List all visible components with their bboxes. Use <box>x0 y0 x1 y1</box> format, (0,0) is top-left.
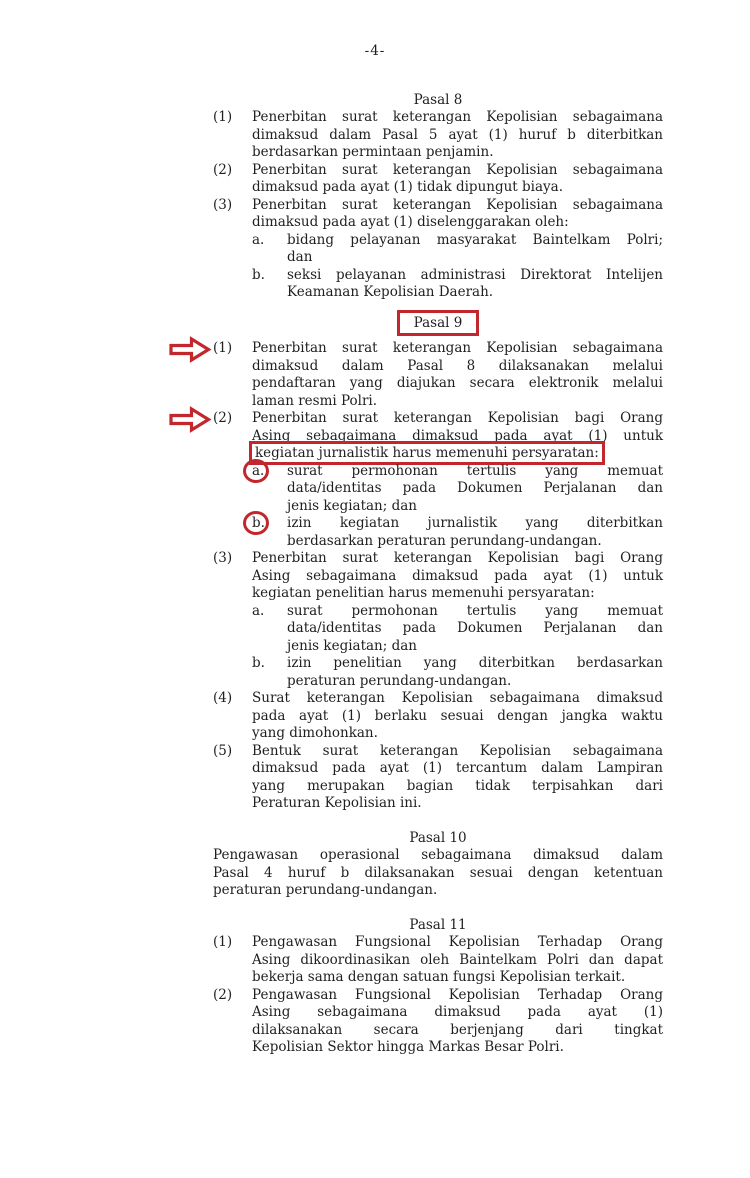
sub-line: bidang pelayanan masyarakat Baintelkam Polri; <box>287 231 663 248</box>
article-item <box>213 162 663 197</box>
article-item <box>213 550 663 690</box>
article-section <box>213 917 663 1057</box>
item-number: (5) <box>213 742 233 759</box>
item-line: laman resmi Polri. <box>252 392 378 409</box>
sub-letter: b. <box>252 655 265 671</box>
sub-text <box>287 655 663 690</box>
item-number: (3) <box>213 550 233 566</box>
article-item <box>213 743 663 813</box>
item-number: (1) <box>213 340 233 356</box>
article-item <box>213 410 663 550</box>
sub-letter: a. <box>252 231 265 248</box>
sub-line: peraturan perundang-undangan. <box>287 672 512 689</box>
article-item <box>213 987 663 1057</box>
item-line: Peraturan Kepolisian ini. <box>252 795 422 811</box>
item-line: dimaksud pada ayat (1) diselenggarakan oleh: <box>252 214 569 230</box>
item-text <box>252 410 663 550</box>
item-text <box>252 109 663 162</box>
section-title: Pasal 10 <box>409 829 467 846</box>
item-line: Penerbitan surat keterangan Kepolisian sebagaimana <box>252 196 663 213</box>
item-text <box>252 550 663 690</box>
article-paragraph <box>213 847 663 900</box>
sub-line: izin penelitian yang diterbitkan berdasarkan <box>287 655 663 671</box>
sub-letter: a. <box>252 602 265 619</box>
item-line: Penerbitan surat keterangan Kepolisian sebagaimana <box>252 340 663 356</box>
sub-line: jenis kegiatan; dan <box>287 497 417 514</box>
sub-line: Keamanan Kepolisian Daerah. <box>287 284 494 300</box>
section-title: Pasal 8 <box>413 91 463 108</box>
sub-item <box>252 603 663 656</box>
article-item <box>213 340 663 410</box>
sub-line: izin kegiatan jurnalistik yang diterbitkan <box>287 515 663 531</box>
item-text <box>252 743 663 813</box>
sub-line: dan <box>287 249 313 265</box>
sub-line: jenis kegiatan; dan <box>287 637 417 654</box>
article-item <box>213 690 663 743</box>
item-line <box>252 445 663 463</box>
article-item <box>213 109 663 162</box>
item-line: Kepolisian Sektor hingga Markas Besar Polri. <box>252 1039 564 1055</box>
item-line: bekerja sama dengan satuan fungsi Kepolisian terkait. <box>252 969 626 985</box>
article-section <box>213 315 663 813</box>
document-content <box>213 92 663 1057</box>
item-line: pada ayat (1) berlaku sesuai dengan jangka waktu <box>252 707 663 724</box>
item-line: Bentuk surat keterangan Kepolisian sebagaimana <box>252 742 663 759</box>
sub-letter: a. <box>252 463 287 516</box>
article-item <box>213 197 663 302</box>
item-line: Penerbitan surat keterangan Kepolisian bagi Orang <box>252 410 663 426</box>
section-title <box>213 315 663 333</box>
item-line: berdasarkan permintaan penjamin. <box>252 144 494 160</box>
item-line: dimaksud dalam Pasal 8 dilaksanakan melalui <box>252 357 663 374</box>
sub-text <box>287 603 663 656</box>
sub-line: data/identitas pada Dokumen Perjalanan dan <box>287 620 663 636</box>
sub-item <box>252 267 663 302</box>
item-number: (1) <box>213 934 233 950</box>
item-line: kegiatan penelitian harus memenuhi persyaratan: <box>252 585 595 601</box>
item-text <box>252 690 663 743</box>
item-line: Pengawasan Fungsional Kepolisian Terhadap Orang <box>252 986 663 1003</box>
item-text <box>252 934 663 987</box>
sub-text <box>287 515 663 550</box>
item-number: (2) <box>213 161 233 178</box>
sub-item <box>252 655 663 690</box>
item-line: yang dimohonkan. <box>252 725 378 741</box>
item-line: Penerbitan surat keterangan Kepolisian bagi Orang <box>252 550 663 566</box>
page-number: -4- <box>364 43 386 59</box>
article-section <box>213 92 663 302</box>
item-line: dimaksud pada ayat (1) tercantum dalam Lampiran <box>252 760 663 776</box>
paragraph-line: Pasal 4 huruf b dilaksanakan sesuai dengan ketentuan <box>213 864 663 881</box>
item-text <box>252 162 663 197</box>
red-arrow-icon <box>168 405 212 434</box>
item-number: (1) <box>213 109 233 125</box>
article-section <box>213 830 663 900</box>
item-number: (4) <box>213 690 233 706</box>
sub-line: berdasarkan peraturan perundang-undangan. <box>287 532 602 549</box>
highlight-box-annotation: kegiatan jurnalistik harus memenuhi persyaratan: <box>249 441 605 465</box>
item-line: Asing sebagaimana dimaksud pada ayat (1) untuk <box>252 567 663 584</box>
item-text <box>252 340 663 410</box>
paragraph-line: peraturan perundang-undangan. <box>213 882 438 898</box>
sub-item <box>252 515 663 550</box>
item-line: pendaftaran yang diajukan secara elektronik melalui <box>252 375 663 391</box>
item-number: (2) <box>213 986 233 1003</box>
sub-line: surat permohonan tertulis yang memuat <box>287 462 663 479</box>
sub-text <box>287 267 663 302</box>
red-arrow-icon <box>168 335 212 364</box>
sub-line: data/identitas pada Dokumen Perjalanan dan <box>287 480 663 496</box>
sub-item <box>252 232 663 267</box>
item-text <box>252 987 663 1057</box>
item-line: Surat keterangan Kepolisian sebagaimana dimaksud <box>252 690 663 706</box>
sub-text <box>287 232 663 267</box>
item-line: Penerbitan surat keterangan Kepolisian sebagaimana <box>252 161 663 178</box>
red-box-annotation: Pasal 9 <box>397 310 480 336</box>
item-line: Asing dikoordinasikan oleh Baintelkam Polri dan dapat <box>252 951 663 968</box>
item-line: dimaksud dalam Pasal 5 ayat (1) huruf b diterbitkan <box>252 126 663 143</box>
item-line: Asing sebagaimana dimaksud pada ayat (1) untuk <box>252 427 663 444</box>
sub-letter: b. <box>252 515 287 550</box>
item-number: (3) <box>213 196 233 213</box>
sub-text <box>287 463 663 516</box>
article-item <box>213 934 663 987</box>
sub-letter: b. <box>252 266 265 283</box>
item-line: dilaksanakan secara berjenjang dari tingkat <box>252 1021 663 1038</box>
item-line: dimaksud pada ayat (1) tidak dipungut biaya. <box>252 179 563 195</box>
item-number: (2) <box>213 410 233 426</box>
sub-line: surat permohonan tertulis yang memuat <box>287 602 663 619</box>
item-line: yang merupakan bagian tidak terpisahkan dari <box>252 777 663 794</box>
item-text <box>252 197 663 302</box>
sub-line: seksi pelayanan administrasi Direktorat Intelijen <box>287 266 663 283</box>
item-line: Asing sebagaimana dimaksud pada ayat (1) <box>252 1004 663 1020</box>
sub-item <box>252 463 663 516</box>
paragraph-line: Pengawasan operasional sebagaimana dimaksud dalam <box>213 847 663 863</box>
item-line: Penerbitan surat keterangan Kepolisian sebagaimana <box>252 109 663 125</box>
section-title: Pasal 11 <box>409 916 467 933</box>
item-line: Pengawasan Fungsional Kepolisian Terhadap Orang <box>252 934 663 950</box>
